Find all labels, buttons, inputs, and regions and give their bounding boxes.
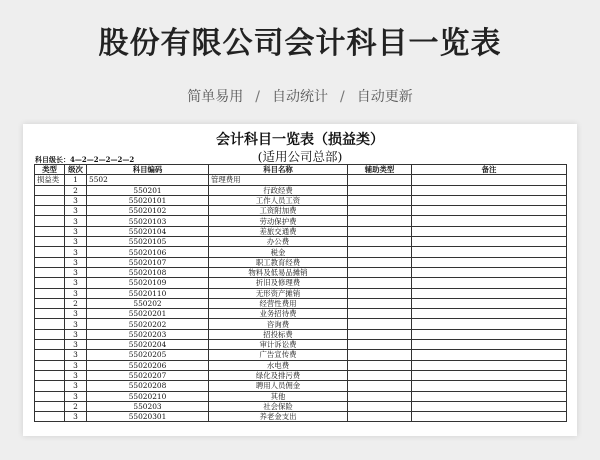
cell-aux [348,401,412,411]
table-row [35,298,567,308]
cell-code: 55020105 [87,237,209,247]
cell-type [35,401,65,411]
cell-level: 3 [65,319,87,329]
cell-code: 5502 [87,175,209,185]
cell-type [35,381,65,391]
table-row [35,319,567,329]
cell-code: 55020202 [87,319,209,329]
cell-aux [348,360,412,370]
cell-level: 3 [65,237,87,247]
cell-code: 55020206 [87,360,209,370]
cell-code: 55020207 [87,370,209,380]
cell-type [35,391,65,401]
cell-note [412,247,567,257]
cell-code: 55020205 [87,350,209,360]
cell-name: 广告宣传费 [209,350,348,360]
cell-level: 3 [65,216,87,226]
cell-aux [348,175,412,185]
cell-type [35,298,65,308]
cell-name: 职工教育经费 [209,257,348,267]
cell-name: 招投标费 [209,329,348,339]
cell-type [35,185,65,195]
cell-aux [348,257,412,267]
cell-level: 3 [65,267,87,277]
cell-aux [348,412,412,422]
cell-level: 3 [65,195,87,205]
table-row [35,247,567,257]
cell-name: 无形资产摊销 [209,288,348,298]
cell-code: 55020208 [87,381,209,391]
table-row [35,370,567,380]
cell-note [412,288,567,298]
separator: / [255,89,260,105]
cell-code: 55020204 [87,340,209,350]
cell-aux [348,185,412,195]
cell-code: 55020106 [87,247,209,257]
cell-type: 损益类 [35,175,65,185]
cell-name: 物料及低易品摊销 [209,267,348,277]
cell-name: 工作人员工资 [209,195,348,205]
cell-note [412,267,567,277]
cell-type [35,257,65,267]
col-code-header: 科目编码 [87,165,209,175]
cell-code: 55020110 [87,288,209,298]
table-row [35,309,567,319]
cell-aux [348,370,412,380]
cell-level: 3 [65,206,87,216]
cell-note [412,309,567,319]
table-row [35,340,567,350]
cell-note [412,206,567,216]
cell-name: 绿化及排污费 [209,370,348,380]
cell-code: 550201 [87,185,209,195]
cell-type [35,206,65,216]
cell-note [412,370,567,380]
cell-level: 2 [65,185,87,195]
cell-name: 聘用人员佣金 [209,381,348,391]
cell-note [412,175,567,185]
cell-level: 2 [65,298,87,308]
feature-auto-stats: 自动统计 [272,89,328,105]
cell-aux [348,247,412,257]
cell-note [412,319,567,329]
cell-type [35,267,65,277]
cell-aux [348,319,412,329]
col-level-header: 级次 [65,165,87,175]
cell-level: 1 [65,175,87,185]
cell-level: 3 [65,329,87,339]
cell-aux [348,391,412,401]
cell-level: 3 [65,309,87,319]
cell-note [412,237,567,247]
sheet-subtitle: (适用公司总部) [257,149,343,164]
cell-name: 养老金支出 [209,412,348,422]
cell-type [35,309,65,319]
cell-note [412,257,567,267]
col-type-header: 类型 [35,165,65,175]
cell-level: 3 [65,412,87,422]
table-row [35,391,567,401]
cell-aux [348,350,412,360]
cell-note [412,329,567,339]
cell-note [412,278,567,288]
cell-code: 55020107 [87,257,209,267]
table-row [35,350,567,360]
cell-code: 55020102 [87,206,209,216]
cell-type [35,237,65,247]
cell-note [412,350,567,360]
table-row [35,195,567,205]
cell-level: 3 [65,391,87,401]
cell-code: 55020203 [87,329,209,339]
cell-note [412,381,567,391]
cell-note [412,195,567,205]
cell-type [35,216,65,226]
cell-name: 折旧及修理费 [209,278,348,288]
cell-name: 劳动保护费 [209,216,348,226]
cell-aux [348,216,412,226]
cell-code: 55020103 [87,216,209,226]
table-row [35,267,567,277]
cell-note [412,391,567,401]
cell-aux [348,267,412,277]
col-note-header: 备注 [412,165,567,175]
page-title: 股份有限公司会计科目一览表 [98,26,502,61]
cell-code: 55020201 [87,309,209,319]
feature-auto-update: 自动更新 [356,89,413,105]
table-header-row [35,165,567,175]
cell-note [412,340,567,350]
table-row [35,237,567,247]
cell-code: 55020108 [87,267,209,277]
cell-type [35,340,65,350]
cell-name: 社会保险 [209,401,348,411]
cell-aux [348,288,412,298]
cell-level: 3 [65,257,87,267]
cell-code: 55020109 [87,278,209,288]
cell-type [35,412,65,422]
table-row [35,401,567,411]
cell-type [35,278,65,288]
cell-aux [348,309,412,319]
cell-note [412,185,567,195]
cell-type [35,350,65,360]
cell-code: 550203 [87,401,209,411]
cell-type [35,226,65,236]
cell-name: 管理费用 [209,175,348,185]
cell-name: 审计诉讼费 [209,340,348,350]
spreadsheet-preview [23,124,577,436]
table-row [35,381,567,391]
cell-aux [348,195,412,205]
cell-name: 工资附加费 [209,206,348,216]
cell-name: 办公费 [209,237,348,247]
table-row [35,257,567,267]
cell-note [412,360,567,370]
cell-level: 3 [65,381,87,391]
cell-name: 税金 [209,247,348,257]
cell-type [35,329,65,339]
cell-level: 3 [65,247,87,257]
cell-level: 3 [65,288,87,298]
cell-name: 咨询费 [209,319,348,329]
cell-aux [348,381,412,391]
cell-aux [348,329,412,339]
cell-level: 2 [65,401,87,411]
cell-code: 55020104 [87,226,209,236]
table-body [35,175,567,422]
cell-aux [348,298,412,308]
table-row [35,278,567,288]
table-row [35,175,567,185]
cell-level: 3 [65,370,87,380]
table-row [35,329,567,339]
feature-easy: 简单易用 [187,89,244,105]
cell-level: 3 [65,360,87,370]
accounts-table [34,164,567,422]
cell-type [35,319,65,329]
cell-note [412,226,567,236]
cell-code: 55020301 [87,412,209,422]
cell-note [412,412,567,422]
cell-code: 550202 [87,298,209,308]
cell-aux [348,237,412,247]
cell-type [35,195,65,205]
cell-type [35,247,65,257]
sheet-title: 会计科目一览表（损益类） [216,132,384,148]
separator: / [340,89,345,105]
cell-note [412,401,567,411]
cell-level: 3 [65,278,87,288]
cell-level: 3 [65,340,87,350]
cell-note [412,298,567,308]
table-row [35,412,567,422]
col-name-header: 科目名称 [209,165,348,175]
cell-code: 55020101 [87,195,209,205]
table-row [35,288,567,298]
cell-type [35,288,65,298]
cell-level: 3 [65,226,87,236]
table-row [35,185,567,195]
cell-type [35,360,65,370]
cell-name: 行政经费 [209,185,348,195]
cell-name: 其他 [209,391,348,401]
cell-level: 3 [65,350,87,360]
cell-name: 业务招待费 [209,309,348,319]
cell-aux [348,340,412,350]
col-aux-header: 辅助类型 [348,165,412,175]
table-row [35,360,567,370]
cell-name: 水电费 [209,360,348,370]
table-row [35,226,567,236]
cell-note [412,216,567,226]
table-row [35,206,567,216]
cell-name: 差旅交通费 [209,226,348,236]
cell-type [35,370,65,380]
table-row [35,216,567,226]
cell-aux [348,226,412,236]
cell-aux [348,278,412,288]
level-note: 科目级长：4—2—2—2—2—2 [35,155,135,164]
feature-line [0,86,600,106]
cell-name: 经营性费用 [209,298,348,308]
cell-aux [348,206,412,216]
cell-code: 55020210 [87,391,209,401]
